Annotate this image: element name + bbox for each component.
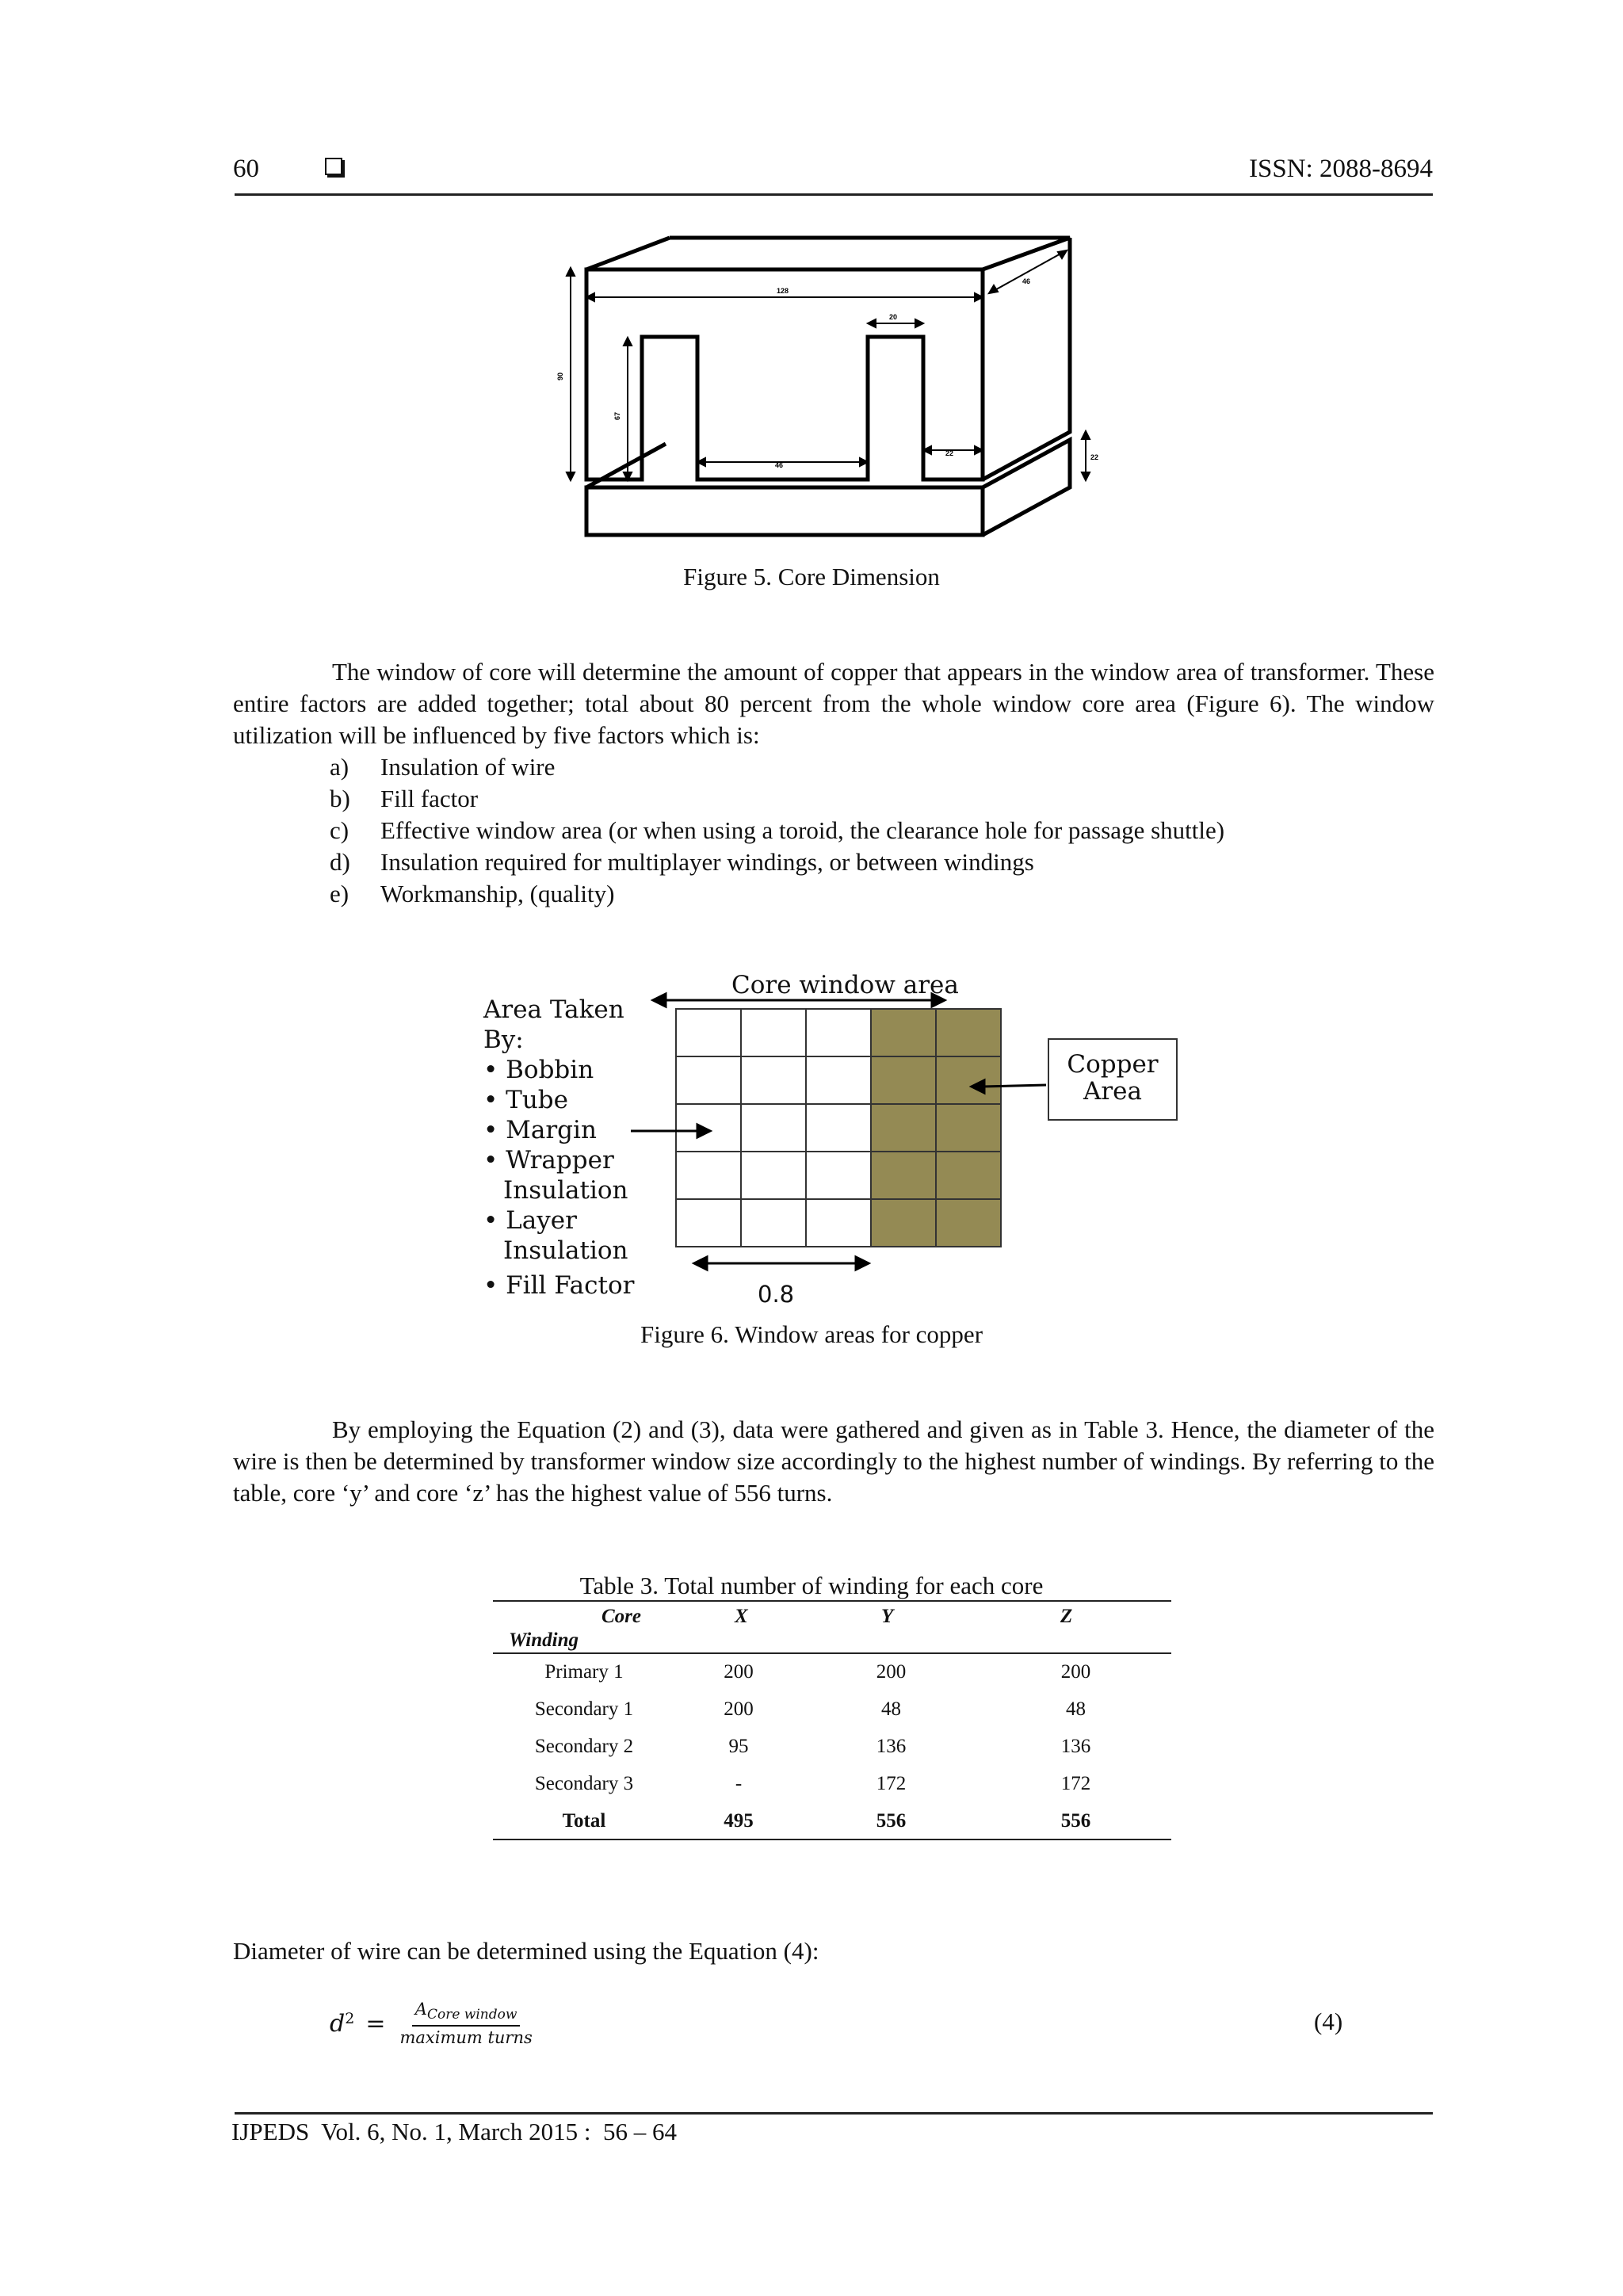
table-total-row: Total 495 556 556 bbox=[562, 1809, 1091, 1832]
col-z: Z bbox=[1060, 1606, 1073, 1627]
equation4: d $^2$ = $A_{Core window}$ maximum turns bbox=[330, 1999, 533, 2048]
dim-base-thickness: 22 bbox=[1090, 453, 1099, 461]
factors-list bbox=[330, 751, 1224, 910]
corner-winding: Winding bbox=[509, 1629, 579, 1651]
issn: ISSN: 2088-8694 bbox=[1249, 155, 1433, 183]
bullet-layer-cont: Insulation bbox=[503, 1236, 628, 1265]
core-top-left-edge bbox=[586, 238, 670, 269]
page-number: 60 bbox=[233, 155, 259, 183]
dim-base-gap: 22 bbox=[945, 449, 954, 457]
core-side-edge bbox=[983, 238, 1070, 479]
dim-width: 128 bbox=[777, 287, 789, 295]
dim-leg-width: 20 bbox=[889, 313, 898, 321]
bullet-wrapper: • Wrapper bbox=[483, 1146, 614, 1175]
copper-area-box: Copper Area bbox=[1048, 1038, 1178, 1121]
list-item: c) Effective window area (or when using a toroid, the clearance hole for passage shuttle) bbox=[330, 816, 1225, 844]
header-rule bbox=[235, 193, 1433, 196]
core-top-back-edge bbox=[670, 238, 1070, 269]
bullet-bobbin: • Bobbin bbox=[483, 1056, 594, 1084]
table3-bottom-rule bbox=[493, 1839, 1171, 1840]
core-e-front bbox=[586, 269, 983, 479]
bullet-tube: • Tube bbox=[483, 1086, 568, 1114]
equation4-number: (4) bbox=[1314, 2008, 1343, 2035]
bullet-margin: • Margin bbox=[483, 1116, 597, 1144]
dim-depth: 46 bbox=[1022, 277, 1031, 285]
footer-rule bbox=[235, 2112, 1433, 2115]
footer-journal: IJPEDS Vol. 6, No. 1, March 2015 : 56 – 64 bbox=[231, 2118, 678, 2145]
paragraph1-text: The window of core will determine the amount of copper that appears in the window area of transformer. These entire factors are added together; total about 80 percent from the whole window core area (Figure 6). The window utilization will be influenced by five factors which is: bbox=[233, 658, 1434, 749]
table-row: Secondary 2 95 136 136 bbox=[534, 1735, 1091, 1757]
table-row: Secondary 3 - 172 172 bbox=[534, 1772, 1091, 1794]
list-item: b) Fill factor bbox=[330, 785, 479, 812]
dim-window-height: 67 bbox=[613, 411, 621, 420]
bullet-fill-factor: • Fill Factor bbox=[483, 1271, 635, 1300]
core-dimension-figure bbox=[555, 230, 1109, 547]
table3-caption: Table 3. Total number of winding for each core bbox=[579, 1572, 1044, 1599]
dim-window-width: 46 bbox=[775, 461, 784, 469]
paragraph-employing bbox=[233, 1414, 1434, 1509]
equation4-fraction: $A_{Core window}$ maximum turns bbox=[399, 1999, 533, 2048]
area-heading-2: By: bbox=[483, 1026, 524, 1054]
window-area-figure bbox=[475, 971, 1189, 1308]
table3 bbox=[493, 1653, 1171, 1839]
corner-core: Core bbox=[601, 1606, 641, 1627]
figure6-arrows bbox=[475, 975, 1189, 1308]
paragraph2-text: By employing the Equation (2) and (3), data were gathered and given as in Table 3. Hence, the diameter of the wire is then be determined by transformer window size accordingly to the highest number of windings. By referring to the table, core ‘y’ and core ‘z’ has the highest value of 556 turns. bbox=[233, 1415, 1434, 1507]
area-heading-1: Area Taken bbox=[483, 995, 624, 1024]
core-base-front bbox=[586, 487, 983, 535]
list-item: a) Insulation of wire bbox=[330, 753, 556, 781]
figure6-caption: Figure 6. Window areas for copper bbox=[640, 1320, 983, 1348]
col-x: X bbox=[735, 1606, 748, 1627]
paragraph-window-core bbox=[233, 656, 1434, 751]
dim-height: 90 bbox=[556, 372, 564, 380]
table3-header bbox=[493, 1606, 1171, 1652]
paragraph3-text: Diameter of wire can be determined using the Equation (4): bbox=[233, 1937, 819, 1965]
header-square-icon bbox=[325, 158, 342, 175]
bullet-layer: • Layer bbox=[483, 1206, 577, 1235]
core-window-title: Core window area bbox=[731, 971, 959, 999]
figure5-caption: Figure 5. Core Dimension bbox=[683, 563, 940, 590]
fraction-label: 0.8 bbox=[758, 1281, 795, 1308]
bullet-wrapper-cont: Insulation bbox=[503, 1176, 628, 1205]
table-row: Primary 1 200 200 200 bbox=[544, 1660, 1091, 1683]
list-item: e) Workmanship, (quality) bbox=[330, 880, 615, 907]
list-item: d) Insulation required for multiplayer windings, or between windings bbox=[330, 848, 1034, 876]
table-row: Secondary 1 200 48 48 bbox=[534, 1698, 1086, 1720]
col-y: Y bbox=[881, 1606, 894, 1627]
table3-top-rule bbox=[493, 1600, 1171, 1602]
